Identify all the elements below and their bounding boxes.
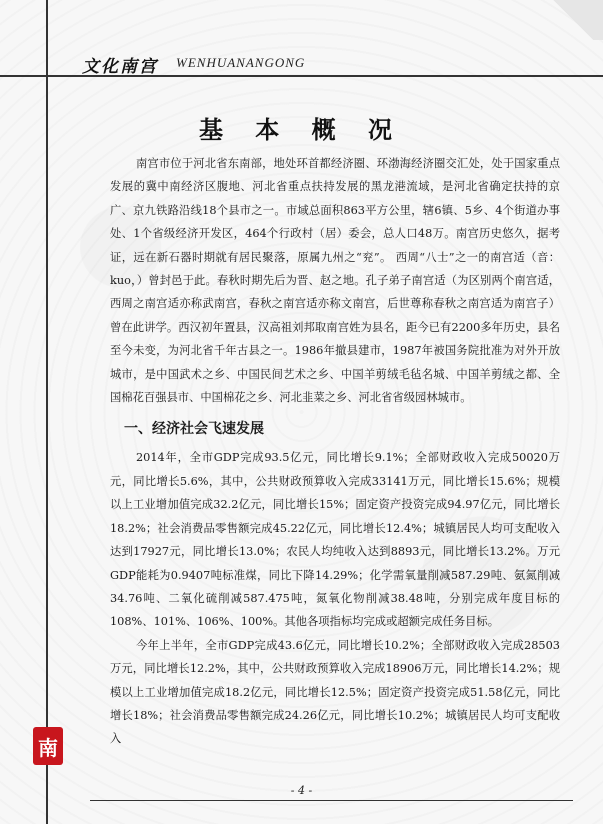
page-number: - 4 - [290, 784, 313, 797]
section-heading: 一、经济社会飞速发展 [124, 421, 264, 438]
intro-paragraph: 南宫市位于河北省东南部，地处环首都经济圈、环渤海经济圈交汇处，处于国家重点发展的冀中南经济区腹地、河北省重点扶持发展的黑龙港流域，是河北省确定扶持的京广、京九铁路沿线18个县市之一。市域总面积863平方公里，辖6镇、5乡、4个街道办事处、1个省级经济开发区，464个行政村（居）委会，总人口48万。南宫历史悠久，据考证，远在新石器时期就有居民聚落，原属九州之“兖”。 西周“八士”之一的南宫适（音：kuo，）曾封邑于此。春秋时期先后为晋、赵之地。孔子弟子南宫适（为区别两个南宫适，西周之南宫适亦称武南宫，春秋之南宫适亦称文南宫，后世尊称春秋之南宫适为南宫子）曾在此讲学。西汉初年置县，汉高祖刘邦取南宫姓为县名，距今已有2200多年历史，县名至今未变，为河北省千年古县之一。1986年撤县建市，1987年被国务院批准为对外开放城市，是中国武术之乡、中国民间艺术之乡、中国羊剪绒毛毡名城、中国羊剪绒之都、全国棉花百强县市、中国棉花之乡、河北韭菜之乡、河北省省级园林城市。 [110, 157, 560, 405]
corner-decoration [543, 0, 603, 40]
paragraph-2014: 2014年，全市GDP完成93.5亿元，同比增长9.1%；全部财政收入完成50020万元，同比增长5.6%，其中，公共财政预算收入完成33141万元，同比增长15.6%；规模以上工业增加值完成32.2亿元，同比增长15%；固定资产投资完成94.97亿元，同比增长18.2%；社会消费品零售额完成45.22亿元，同比增长12.4%；城镇居民人均可支配收入达到17927元，同比增长13.0%；农民人均纯收入达到8893元，同比增长13.2%。万元GDP能耗为0.9407吨标准煤，同比下降14.29%；化学需氧量削减587.29吨、氨氮削减34.76吨、二氧化硫削减587.475吨，氮氧化物削减38.48吨，分别完成年度目标的108%、101%、106%、100%。其他各项指标均完成或超额完成任务目标。 [110, 451, 560, 629]
body-text [110, 152, 560, 751]
page-title: 基 本 概 况 [198, 115, 405, 144]
paragraph-half-year: 今年上半年，全市GDP完成43.6亿元，同比增长10.2%；全部财政收入完成28503万元，同比增长12.2%，其中，公共财政预算收入完成18906万元，同比增长14.2%；规模以上工业增加值完成18.2亿元，同比增长12.5%；固定资产投资完成51.58亿元，同比增长18%；社会消费品零售额完成24.26亿元，同比增长10.2%；城镇居民人均可支配收入 [110, 638, 560, 746]
seal-logo: 南 [33, 727, 63, 765]
header-logo-en: WENHUANANGONG [176, 55, 306, 70]
header-logo: 文化南宫 [82, 57, 158, 77]
footer-rule [90, 800, 573, 801]
